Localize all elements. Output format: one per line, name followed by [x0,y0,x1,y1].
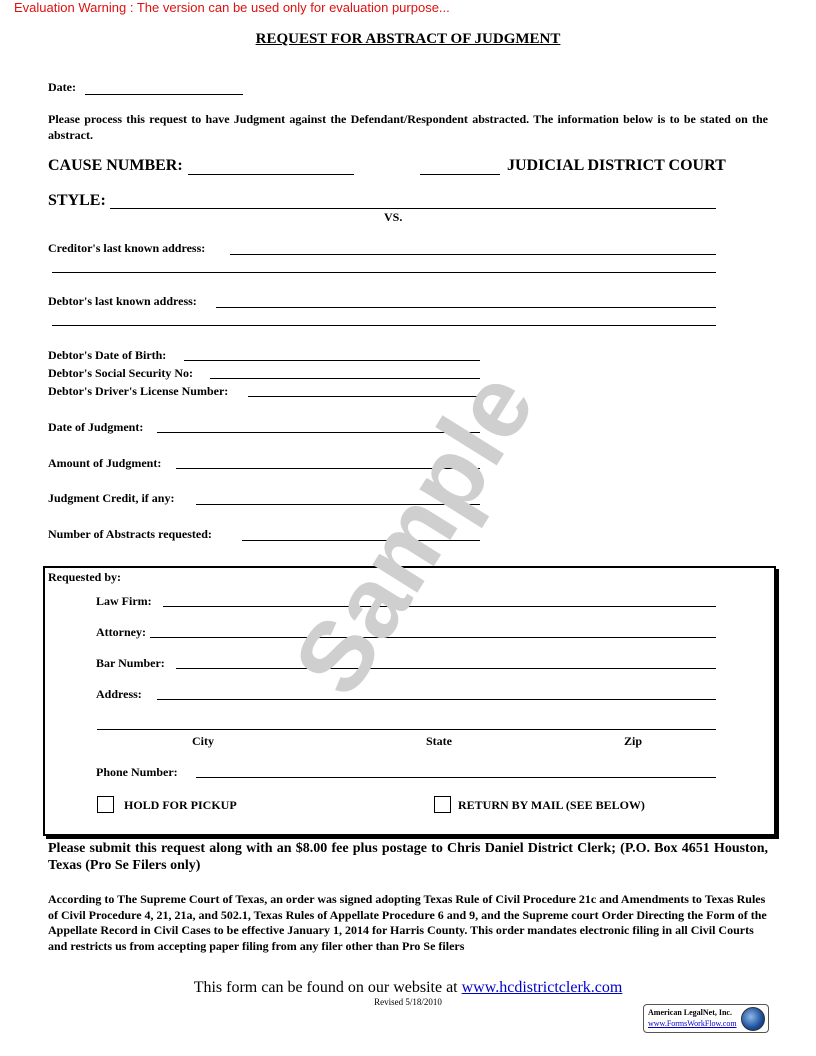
logo-url[interactable]: www.FormsWorkFlow.com [648,1019,737,1028]
city-state-zip-field[interactable] [97,729,716,730]
style-field[interactable] [110,208,716,209]
judgment-credit-label: Judgment Credit, if any: [48,491,175,505]
abstracts-count-label: Number of Abstracts requested: [48,527,212,541]
attorney-field[interactable] [150,637,716,638]
court-number-field[interactable] [420,174,500,175]
state-label: State [426,734,452,748]
hold-for-pickup-label: HOLD FOR PICKUP [124,798,237,812]
creditor-address-field-2[interactable] [52,272,716,273]
debtor-address-field-2[interactable] [52,325,716,326]
dob-label: Debtor's Date of Birth: [48,348,167,362]
bar-number-label: Bar Number: [96,656,165,670]
legal-notice: According to The Supreme Court of Texas, an order was signed adopting Texas Rule of Civil Procedure 21c and Amendments to Texas Rules of Civil Procedure 4, 21, 21a, and 502.1, Texas Rules of Appellate Procedure 6 and 9, and the Supreme court Order Directing the Form of the Appellate Record in Civil Cases to be effective January 1, 2014 for Harris County. This order mandates electronic filing in all Civil Courts and restricts us from accepting paper filing from any filer other than Pro Se filers [48,892,767,953]
creditor-address-field[interactable] [230,254,716,255]
return-by-mail-label: RETURN BY MAIL (SEE BELOW) [458,798,645,812]
footer-line [0,979,816,997]
address-label: Address: [96,687,142,701]
ssn-label: Debtor's Social Security No: [48,366,193,380]
date-field[interactable] [85,94,243,95]
footer-text: This form can be found on our website at [193,979,458,996]
zip-label: Zip [624,734,643,748]
debtor-address-label: Debtor's last known address: [48,294,197,308]
cause-number-field[interactable] [188,174,354,175]
debtor-address-field[interactable] [216,307,716,308]
judgment-amount-label: Amount of Judgment: [48,456,162,470]
phone-label: Phone Number: [96,765,178,779]
cause-number-label: CAUSE NUMBER: [48,157,183,174]
attorney-label: Attorney: [96,625,146,639]
globe-icon [741,1007,765,1031]
american-legalnet-logo [643,1004,769,1033]
website-link[interactable]: www.hcdistrictclerk.com [461,979,623,996]
evaluation-warning: Evaluation Warning : The version can be used only for evaluation purpose... [14,0,450,15]
style-label: STYLE: [48,192,106,209]
creditor-address-label: Creditor's last known address: [48,241,206,255]
law-firm-label: Law Firm: [96,594,152,608]
court-label: JUDICIAL DISTRICT COURT [507,157,726,174]
return-by-mail-checkbox[interactable] [434,796,451,813]
submit-instructions: Please submit this request along with an $8.00 fee plus postage to Chris Daniel District Clerk; (P.O. Box 4651 Houston, Texas (Pro Se Filers only) [48,841,768,873]
drivers-license-label: Debtor's Driver's License Number: [48,384,229,398]
phone-field[interactable] [196,777,716,778]
law-firm-field[interactable] [163,606,716,607]
sample-watermark: Sample [272,352,556,714]
address-field[interactable] [157,699,716,700]
vs-label: VS. [384,210,403,224]
city-label: City [192,734,214,748]
requested-by-heading: Requested by: [48,570,122,584]
revised-date: Revised 5/18/2010 [374,997,442,1007]
hold-for-pickup-checkbox[interactable] [97,796,114,813]
intro-text: Please process this request to have Judgment against the Defendant/Respondent abstracted. The information below is to be stated on the abstract. [48,112,768,142]
bar-number-field[interactable] [176,668,716,669]
ssn-field[interactable] [210,378,480,379]
page-title: REQUEST FOR ABSTRACT OF JUDGMENT [255,31,561,47]
dob-field[interactable] [184,360,480,361]
judgment-date-label: Date of Judgment: [48,420,144,434]
logo-company-name: American LegalNet, Inc. [648,1008,732,1017]
date-label: Date: [48,80,76,94]
